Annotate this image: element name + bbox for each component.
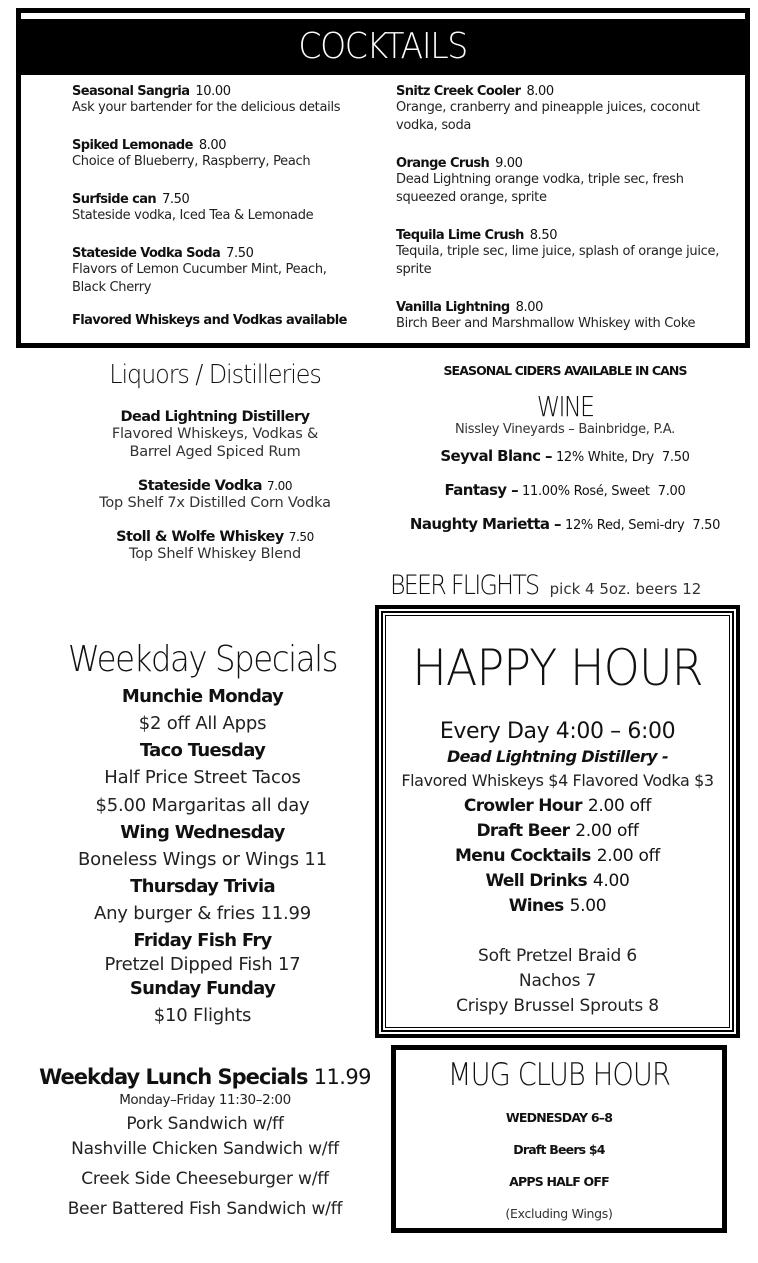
cocktails-section: [16, 8, 750, 348]
special-description: Any burger & fries 11.99: [93, 903, 312, 924]
cocktail-item: [72, 242, 357, 297]
cocktail-name: Seasonal Sangria: [72, 84, 190, 99]
deal-value: 2.00 off: [596, 846, 660, 866]
special-day: Friday Fish Fry: [133, 930, 272, 951]
happy-hour-time: Every Day 4:00 – 6:00: [439, 719, 676, 744]
happy-hour-deal: [386, 894, 729, 919]
wine-title: WINE: [536, 390, 594, 423]
liquor-name: Stoll & Wolfe Whiskey: [116, 529, 284, 545]
happy-hour-content: [385, 615, 730, 1028]
liquor-description: Flavored Whiskeys, Vodkas &: [111, 426, 319, 442]
wine-name: Fantasy –: [444, 481, 519, 499]
special-description: $2 off All Apps: [138, 713, 267, 734]
cocktail-name: Stateside Vodka Soda: [72, 246, 221, 261]
lunch-specials-title: [30, 1062, 380, 1092]
deal-value: 2.00 off: [587, 796, 652, 816]
beer-flights: [390, 570, 750, 601]
special-description: $5.00 Margaritas all day: [95, 795, 310, 816]
seasonal-ciders-note: SEASONAL CIDERS AVAILABLE IN CANS: [443, 363, 687, 378]
happy-hour-frame: [381, 611, 734, 1032]
lunch-specials-section: [30, 1062, 380, 1222]
winery-name: Nissley Vineyards – Bainbridge, P.A.: [455, 422, 675, 437]
cocktail-description: Flavors of Lemon Cucumber Mint, Peach, Black Cherry: [72, 262, 327, 295]
special-description: Pretzel Dipped Fish 17: [104, 954, 301, 975]
deal-value: 4.00: [592, 871, 630, 891]
wine-detail: 12% Red, Semi-dry: [564, 518, 685, 533]
special-day: Wing Wednesday: [120, 822, 285, 843]
happy-hour-food: Soft Pretzel Braid 6: [478, 946, 637, 966]
cocktails-right-column: [396, 80, 736, 350]
happy-hour-deal: [386, 794, 729, 819]
wine-section: [385, 363, 745, 549]
mug-club-line: Draft Beers $4: [513, 1142, 605, 1157]
cocktails-header: [21, 19, 745, 75]
special-day: Taco Tuesday: [139, 740, 266, 761]
wine-price: 7.50: [661, 450, 690, 465]
happy-hour-deal: [386, 869, 729, 894]
deal-name: Well Drinks: [485, 871, 587, 891]
happy-hour-title: HAPPY HOUR: [412, 639, 703, 697]
cocktail-name: Tequila Lime Crush: [396, 228, 524, 243]
happy-hour-distillery: Dead Lightning Distillery -: [447, 747, 668, 766]
wine-name: Seyval Blanc –: [440, 447, 552, 465]
cocktail-price: 8.00: [198, 138, 227, 153]
deal-value: 2.00 off: [575, 821, 639, 841]
liquors-title: Liquors / Distilleries: [109, 360, 321, 390]
lunch-item: Nashville Chicken Sandwich w/ff: [71, 1139, 339, 1159]
wine-item: [385, 481, 745, 499]
weekday-specials-section: [35, 638, 370, 1030]
wine-price: 7.50: [692, 518, 721, 533]
happy-hour-distillery-deal: Flavored Whiskeys $4 Flavored Vodka $3: [401, 771, 714, 790]
mug-club-line: APPS HALF OFF: [509, 1174, 609, 1189]
cocktail-description: Dead Lightning orange vodka, triple sec, fresh squeezed orange, sprite: [396, 172, 684, 205]
wine-item: [385, 447, 745, 465]
deal-name: Menu Cocktails: [455, 846, 591, 866]
liquor-description: Barrel Aged Spiced Rum: [129, 444, 301, 460]
special-day: Thursday Trivia: [130, 876, 275, 897]
liquor-price: 7.00: [266, 479, 293, 493]
cocktail-item: [72, 134, 372, 171]
deal-value: 5.00: [569, 896, 607, 916]
cocktail-name: Snitz Creek Cooler: [396, 84, 521, 99]
cocktail-price: 8.00: [526, 84, 554, 99]
lunch-item: Pork Sandwich w/ff: [126, 1114, 284, 1134]
liquor-item: [60, 475, 370, 512]
cocktail-description: Choice of Blueberry, Raspberry, Peach: [72, 154, 311, 169]
liquor-name: Stateside Vodka: [137, 478, 262, 494]
cocktail-price: 7.50: [162, 192, 190, 207]
cocktail-price: 10.00: [195, 84, 231, 99]
liquor-description: Top Shelf Whiskey Blend: [129, 546, 301, 562]
special-day: Sunday Funday: [129, 978, 276, 999]
cocktail-item: [396, 80, 736, 135]
liquor-item: [60, 526, 370, 563]
special-description: $10 Flights: [153, 1005, 252, 1026]
special-description: Boneless Wings or Wings 11: [78, 849, 327, 870]
beer-flights-title: BEER FLIGHTS: [390, 570, 539, 601]
mug-club-line: WEDNESDAY 6–8: [505, 1110, 613, 1125]
cocktail-name: Orange Crush: [396, 156, 490, 171]
lunch-price: 11.99: [313, 1065, 371, 1089]
happy-hour-section: [375, 605, 740, 1038]
cocktail-price: 9.00: [495, 156, 523, 171]
cocktail-name: Spiked Lemonade: [72, 138, 193, 153]
cocktail-description: Stateside vodka, Iced Tea & Lemonade: [72, 208, 314, 223]
wine-detail: 11.00% Rosé, Sweet: [522, 484, 650, 499]
cocktail-item: [396, 224, 736, 279]
liquors-section: [60, 360, 370, 577]
flavored-spirits-note: Flavored Whiskeys and Vodkas available: [72, 313, 347, 328]
deal-name: Wines: [508, 896, 564, 916]
cocktail-item: [396, 296, 736, 333]
cocktails-left-column: [72, 80, 372, 328]
cocktail-description: Orange, cranberry and pineapple juices, coconut vodka, soda: [396, 100, 700, 133]
wine-detail: 12% White, Dry: [555, 450, 654, 465]
liquor-item: [60, 406, 370, 461]
mug-club-section: [391, 1045, 727, 1233]
mug-club-note: (Excluding Wings): [505, 1206, 613, 1221]
weekday-specials-title: Weekday Specials: [67, 639, 338, 680]
special-description: Half Price Street Tacos: [104, 767, 301, 788]
wine-price: 7.00: [657, 484, 686, 499]
cocktail-item: [396, 152, 736, 207]
cocktail-item: [72, 188, 372, 225]
happy-hour-deal: [386, 844, 729, 869]
lunch-hours: Monday–Friday 11:30–2:00: [119, 1092, 291, 1108]
liquor-description: Top Shelf 7x Distilled Corn Vodka: [99, 495, 331, 511]
lunch-item: Beer Battered Fish Sandwich w/ff: [67, 1199, 343, 1219]
liquor-name: Dead Lightning Distillery: [120, 409, 310, 425]
cocktail-item: [72, 80, 372, 117]
lunch-item: Creek Side Cheeseburger w/ff: [81, 1169, 329, 1189]
wine-name: Naughty Marietta –: [409, 515, 561, 533]
cocktail-name: Surfside can: [72, 192, 157, 207]
happy-hour-food: Crispy Brussel Sprouts 8: [456, 996, 659, 1016]
cocktail-price: 7.50: [226, 246, 254, 261]
cocktail-description: Tequila, triple sec, lime juice, splash of orange juice, sprite: [396, 244, 720, 277]
cocktail-name: Vanilla Lightning: [396, 300, 510, 315]
happy-hour-deal: [386, 819, 729, 844]
cocktail-description: Birch Beer and Marshmallow Whiskey with Coke: [396, 316, 696, 331]
happy-hour-food: Nachos 7: [518, 971, 597, 991]
liquor-price: 7.50: [288, 530, 314, 544]
beer-flights-subtitle: pick 4 5oz. beers 12: [549, 580, 702, 598]
lunch-title-text: Weekday Lunch Specials: [39, 1065, 308, 1089]
special-day: Munchie Monday: [121, 686, 284, 707]
deal-name: Crowler Hour: [463, 796, 582, 816]
cocktail-price: 8.00: [515, 300, 543, 315]
deal-name: Draft Beer: [476, 821, 570, 841]
cocktail-price: 8.50: [529, 228, 558, 243]
wine-item: [385, 515, 745, 533]
mug-club-title: MUG CLUB HOUR: [447, 1057, 671, 1093]
cocktails-title: COCKTAILS: [298, 26, 468, 67]
cocktail-description: Ask your bartender for the delicious details: [72, 100, 341, 115]
